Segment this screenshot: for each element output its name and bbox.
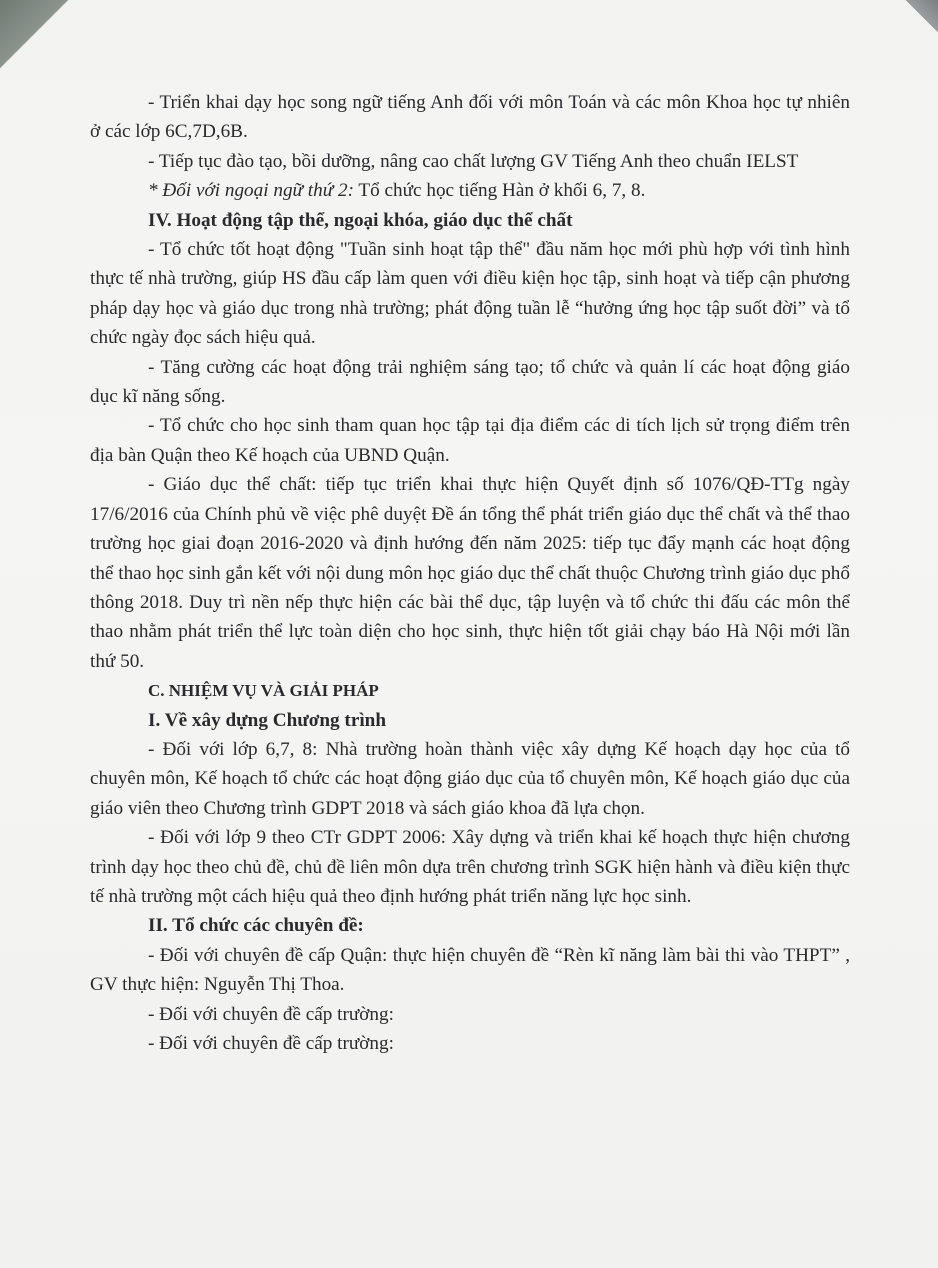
background-corner-top-left [0,0,80,70]
second-language-label: * Đối với ngoại ngữ thứ 2: [148,180,354,202]
heading-section-iv: IV. Hoạt động tập thể, ngoại khóa, giáo dục thể chất [148,209,573,231]
paragraph-physical-education: - Giáo dục thể chất: tiếp tục triển khai thực hiện Quyết định số 1076/QĐ-TTg ngày 17/6/2016 của Chính phủ về việc phê duyệt Đề án tổng thể phát triển giáo dục thể chất và thể thao trường học giai đoạn 2016-2020 và định hướng đến năm 2025: tiếp tục đẩy mạnh các hoạt động thể thao học sinh gắn kết với nội dung môn học giáo dục thể chất thuộc Chương trình giáo dục phổ thông 2018. Duy trì nền nếp thực hiện các bài thể dục, tập luyện và tổ chức thi đấu các môn thể thao nhằm phát triển thể lực toàn diện cho học sinh, thực hiện tốt giải chạy báo Hà Nội mới lần thứ 50. [90,474,850,672]
heading-section-c: C. NHIỆM VỤ VÀ GIẢI PHÁP [148,681,379,701]
heading-section-i: I. Về xây dựng Chương trình [148,709,387,731]
paragraph-grades-6-7-8: - Đối với lớp 6,7, 8: Nhà trường hoàn thành việc xây dựng Kế hoạch dạy học của tổ chuyên môn, Kế hoạch tổ chức các hoạt động giáo dục của tổ chuyên môn, Kế hoạch giáo dục của giáo viên theo Chương trình GDPT 2018 và sách giáo khoa đã lựa chọn. [90,738,850,819]
red-ink-marks [912,585,934,755]
paragraph-school-topic-1: - Đối với chuyên đề cấp trường: [148,1003,394,1025]
paragraph-field-trip: - Tổ chức cho học sinh tham quan học tập tại địa điểm các di tích lịch sử trọng điểm trên địa bàn Quận theo Kế hoạch của UBND Quận. [90,415,850,466]
paragraph-school-topic-2: - Đối với chuyên đề cấp trường: [148,1033,394,1054]
paragraph-creative-experience: - Tăng cường các hoạt động trải nghiệm sáng tạo; tổ chức và quản lí các hoạt động giáo dục kĩ năng sống. [90,356,850,408]
paragraph-district-topic: - Đối với chuyên đề cấp Quận: thực hiện chuyên đề “Rèn kĩ năng làm bài thi vào THPT” , GV thực hiện: Nguyễn Thị Thoa. [90,944,850,996]
paragraph-second-language [90,176,850,205]
paragraph-grade-9: - Đối với lớp 9 theo CTr GDPT 2006: Xây dựng và triển khai kế hoạch thực hiện chương trình dạy học theo chủ đề, chủ đề liên môn dựa trên chương trình SGK hiện hành và điều kiện thực tế nhà trường một cách hiệu quả theo định hướng phát triển năng lực học sinh. [90,827,850,907]
paragraph-bilingual-teaching: - Triển khai dạy học song ngữ tiếng Anh đối với môn Toán và các môn Khoa học tự nhiên ở các lớp 6C,7D,6B. [90,92,850,143]
paragraph-english-teacher-training: - Tiếp tục đào tạo, bồi dưỡng, nâng cao chất lượng GV Tiếng Anh theo chuẩn IELST [148,150,799,172]
background-corner-top-right [898,0,938,40]
document-body [90,88,850,1058]
second-language-text: Tổ chức học tiếng Hàn ở khối 6, 7, 8. [353,180,646,202]
heading-section-ii: II. Tổ chức các chuyên đề: [148,915,364,937]
paragraph-collective-week: - Tổ chức tốt hoạt động "Tuần sinh hoạt tập thể" đầu năm học mới phù hợp với tình hình thực tế nhà trường, giúp HS đầu cấp làm quen với điều kiện học tập, sinh hoạt và tiếp cận phương pháp dạy học và giáo dục trong nhà trường; phát động tuần lễ “hưởng ứng học tập suốt đời” và tổ chức ngày đọc sách hiệu quả. [90,239,850,349]
